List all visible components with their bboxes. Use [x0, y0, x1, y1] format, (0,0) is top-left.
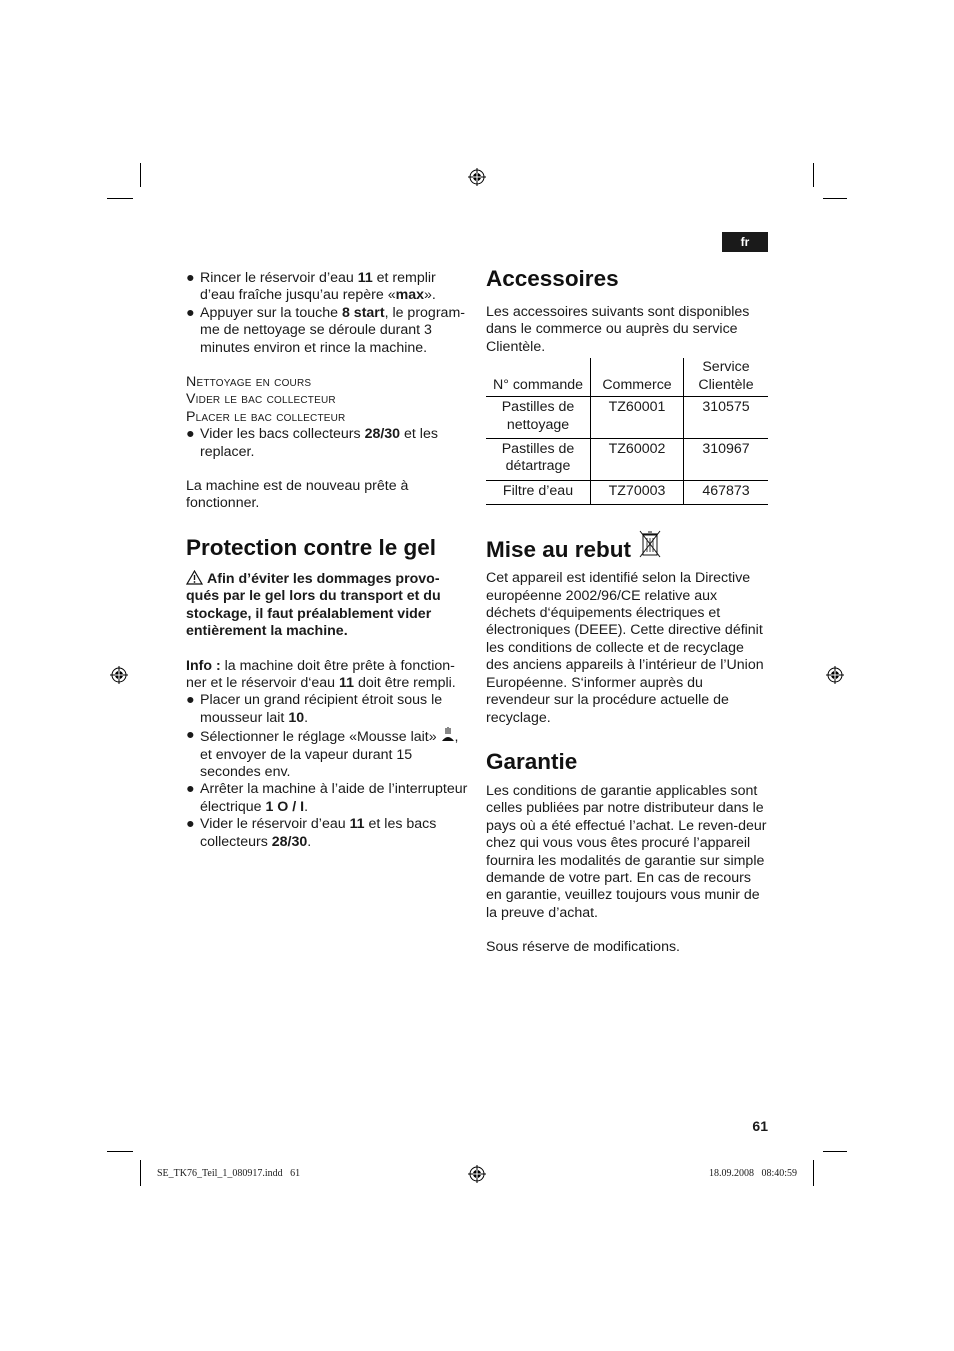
list-item: ● Vider le réservoir d’eau 11 et les bacs collecteurs 28/30.	[186, 816, 437, 850]
crop-mark	[823, 198, 847, 199]
table-row: Pastilles de nettoyage TZ60001 310575	[486, 397, 768, 439]
steam-icon	[441, 727, 455, 743]
footer-filename: SE_TK76_Teil_1_080917.indd 61	[157, 1168, 301, 1179]
list-item: ● Vider les bacs collecteurs 28/30 et les replacer.	[186, 426, 438, 460]
section-title-rebut: Mise au rebut	[486, 529, 770, 563]
accessories-table	[486, 358, 768, 505]
footer-datetime: 18.09.2008 08:40:59	[708, 1168, 797, 1179]
section-title-accessoires: Accessoires	[486, 266, 619, 291]
left-column	[186, 270, 470, 851]
warning-icon	[186, 570, 203, 585]
page-number: 61	[752, 1118, 768, 1134]
crop-mark	[140, 1160, 141, 1186]
garantie-text: Les conditions de garantie applicables sont celles publiées par notre distributeur dans le pays où a été effectué l’achat. Le reven-deur chez qui vous vous êtes procuré l’appareil fournira les modalités de garantie sur simple demande de votre part. En cas de recours en garantie, veuillez toujours vous munir de la preuve d’achat.	[486, 782, 767, 921]
display-message: Placer le bac collecteur	[186, 408, 346, 425]
section-title-garantie: Garantie	[486, 748, 578, 774]
list-item: ● Sélectionner le réglage «Mousse lait» , et envoyer de la vapeur durant 15 secondes env.	[186, 727, 459, 780]
list-item: ● Rincer le réservoir d’eau 11 et remplir d’eau fraîche jusqu’au repère «max».	[186, 270, 436, 304]
crop-mark	[813, 1160, 814, 1186]
registration-mark-icon	[826, 666, 844, 684]
right-column	[486, 266, 770, 957]
crop-mark	[823, 1151, 847, 1152]
table-header: N° commande	[492, 376, 584, 393]
info-text: Info : la machine doit être prête à fonction-ner et le réservoir d‘eau 11 doit être rempli.	[186, 657, 456, 691]
crop-mark	[140, 163, 141, 187]
crop-mark	[107, 198, 133, 199]
display-message: Nettoyage en cours	[186, 374, 312, 391]
registration-mark-icon	[468, 168, 486, 186]
section-title-gel: Protection contre le gel	[186, 534, 437, 560]
crossed-bin-icon	[639, 529, 661, 559]
table-row: Filtre d’eau TZ70003 467873	[486, 480, 768, 504]
list-item: ● Arrêter la machine à l’aide de l’interrupteur électrique 1 O / I.	[186, 781, 468, 815]
display-message: Vider le bac collecteur	[186, 391, 336, 408]
table-header: Commerce	[591, 358, 684, 397]
rebut-text: Cet appareil est identifié selon la Directive européenne 2002/96/CE relative aux déchets d‘équipements électriques et électroniques (DEEE). Cette directive définit les conditions de collecte et de recyclage des anciens appareils à l’intérieur de l’Union Européenne. S‘informer auprès du revendeur sur la procédure actuelle de recyclage.	[486, 570, 764, 726]
registration-mark-icon	[468, 1165, 486, 1183]
table-header: Service Clientèle	[684, 358, 769, 397]
table-row: Pastilles de détartrage TZ60002 310967	[486, 439, 768, 481]
crop-mark	[813, 163, 814, 187]
crop-mark	[107, 1151, 133, 1152]
gel-warning: Afin d’éviter les dommages provo-qués par le gel lors du transport et du stockage, il faut préalablement vider entièrement la machine.	[186, 570, 441, 640]
list-item: ● Placer un grand récipient étroit sous le mousseur lait 10.	[186, 692, 443, 726]
registration-mark-icon	[110, 666, 128, 684]
list-item: ● Appuyer sur la touche 8 start, le program-me de nettoyage se déroule durant 3 minutes environ et rince la machine.	[186, 304, 465, 356]
reserve-text: Sous réserve de modifications.	[486, 939, 680, 956]
ready-text: La machine est de nouveau prête à fonctionner.	[186, 478, 409, 512]
language-tab: fr	[722, 232, 768, 252]
accessoires-intro: Les accessoires suivants sont disponibles dans le commerce ou auprès du service Clientèle.	[486, 304, 750, 355]
